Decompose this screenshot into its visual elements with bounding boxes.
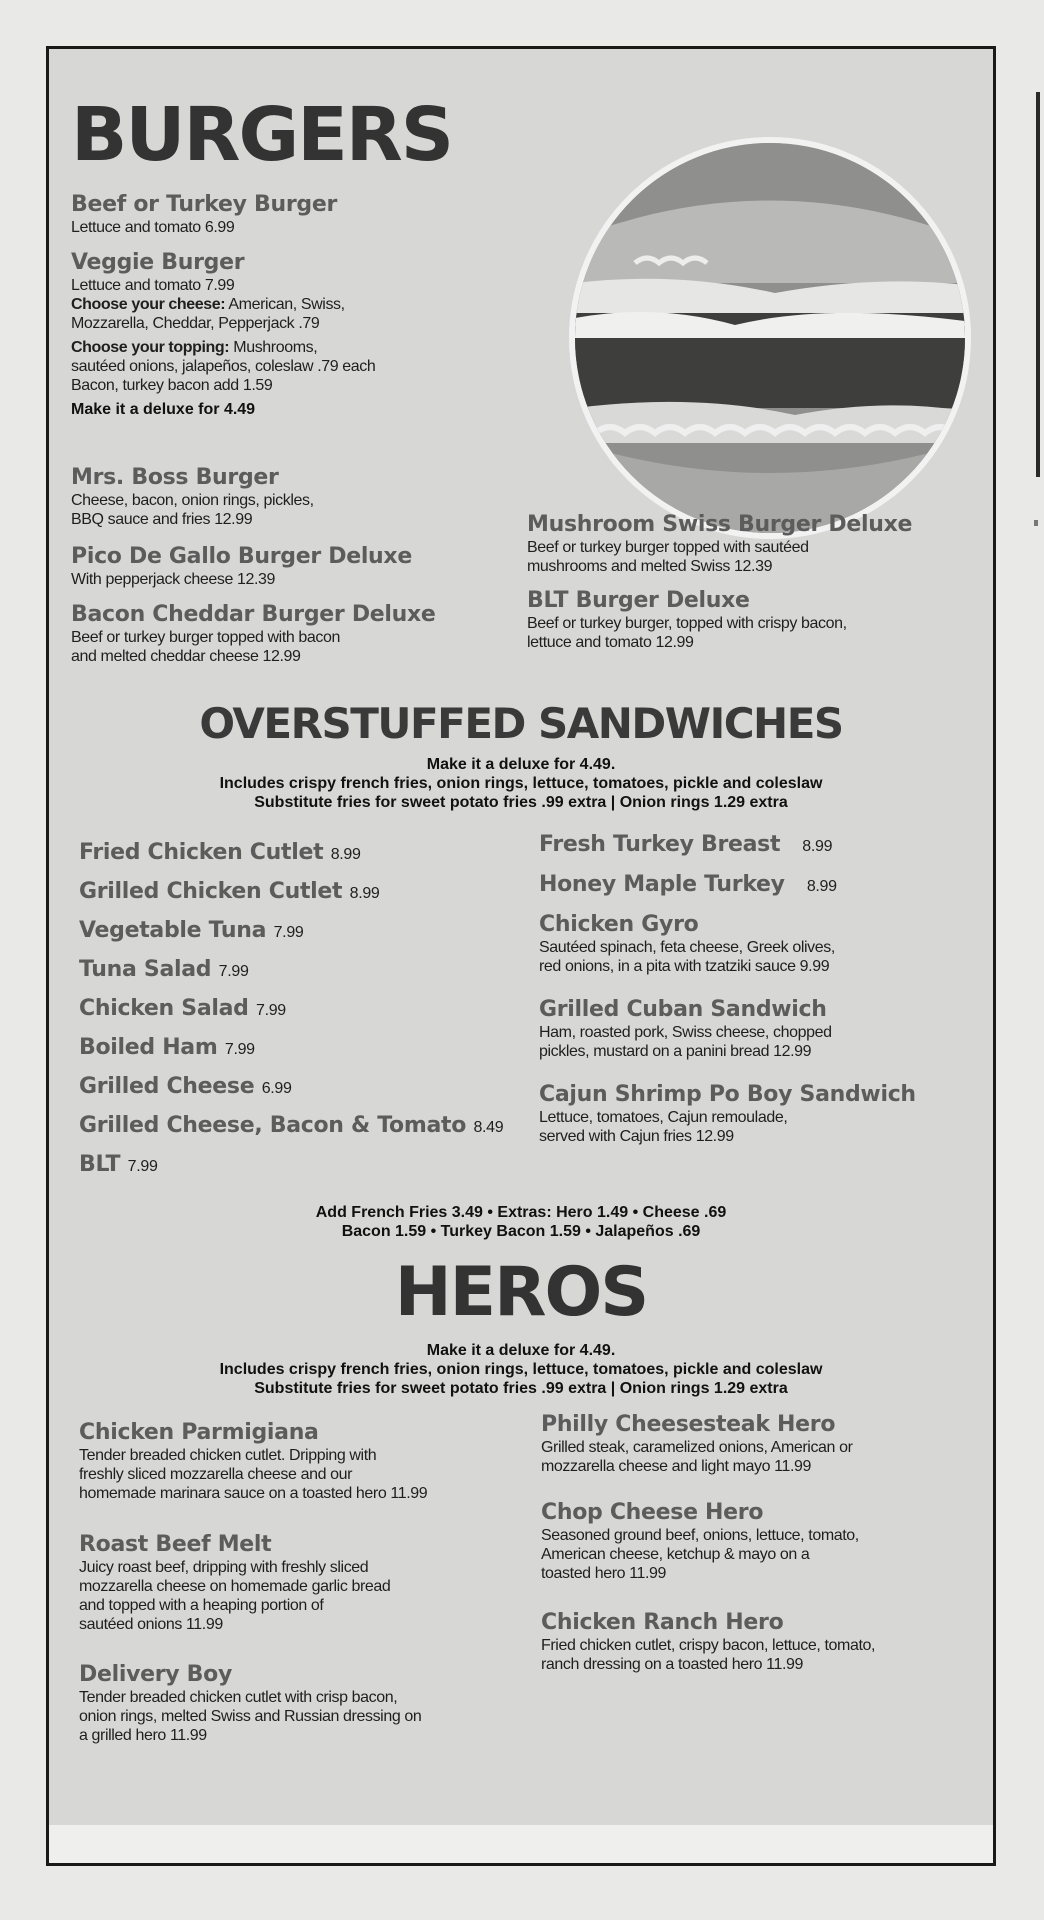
sandwich-item bbox=[79, 878, 519, 917]
item-name: Tuna Salad bbox=[79, 957, 212, 982]
adjacent-page-mark bbox=[1034, 520, 1038, 526]
sandwich-item bbox=[79, 995, 519, 1034]
item-name: Beef or Turkey Burger bbox=[71, 192, 338, 217]
item-name: Honey Maple Turkey bbox=[539, 872, 785, 897]
item-name: BLT Burger Deluxe bbox=[527, 588, 750, 613]
burger-item bbox=[527, 587, 977, 652]
item-desc-line2: red onions, in a pita with tzatziki sauce 9.99 bbox=[539, 958, 830, 975]
item-desc-line2: and melted cheddar cheese 12.99 bbox=[71, 648, 301, 665]
item-name: Chicken Gyro bbox=[539, 912, 699, 937]
hero-item bbox=[79, 1531, 529, 1661]
item-desc-line: Tender breaded chicken cutlet. Dripping with bbox=[79, 1447, 377, 1464]
item-desc: Beef or turkey burger, topped with crispy bacon, bbox=[527, 615, 847, 632]
topping-text: Mushrooms, bbox=[229, 339, 318, 356]
heros-heading: HEROS bbox=[394, 1253, 648, 1332]
hero-item bbox=[541, 1609, 981, 1674]
item-price: 7.99 bbox=[255, 1002, 286, 1019]
item-name: Fresh Turkey Breast bbox=[539, 832, 781, 857]
burger-illustration bbox=[575, 143, 965, 533]
item-name: Chicken Parmigiana bbox=[79, 1420, 319, 1445]
sandwich-item bbox=[539, 911, 979, 996]
sandwich-item bbox=[79, 1151, 519, 1190]
heros-right-list bbox=[541, 1411, 981, 1674]
item-price: 7.99 bbox=[273, 924, 304, 941]
item-desc: Lettuce and tomato 6.99 bbox=[71, 219, 235, 236]
item-name: BLT bbox=[79, 1152, 121, 1177]
item-name: Mushroom Swiss Burger Deluxe bbox=[527, 512, 913, 537]
item-name: Philly Cheesesteak Hero bbox=[541, 1412, 836, 1437]
menu-bottom-margin bbox=[49, 1825, 993, 1863]
item-desc: Lettuce, tomatoes, Cajun remoulade, bbox=[539, 1109, 788, 1126]
item-name: Cajun Shrimp Po Boy Sandwich bbox=[539, 1082, 916, 1107]
sandwich-item bbox=[79, 917, 519, 956]
cheese-label: Choose your cheese: bbox=[71, 296, 226, 313]
item-desc: With pepperjack cheese 12.39 bbox=[71, 571, 276, 588]
burgers-heading: BURGERS bbox=[71, 92, 453, 178]
burger-item bbox=[527, 511, 977, 576]
item-name: Chicken Salad bbox=[79, 996, 249, 1021]
item-name: Boiled Ham bbox=[79, 1035, 218, 1060]
deluxe-note: Make it a deluxe for 4.49 bbox=[71, 401, 256, 418]
item-desc-line: mozzarella cheese and light mayo 11.99 bbox=[541, 1458, 812, 1475]
topping-label: Choose your topping: bbox=[71, 339, 230, 356]
hero-item bbox=[79, 1419, 529, 1531]
item-name: Vegetable Tuna bbox=[79, 918, 267, 943]
item-desc: Beef or turkey burger topped with sautéed bbox=[527, 539, 809, 556]
sandwich-item bbox=[539, 871, 979, 911]
item-desc-line: mozzarella cheese on homemade garlic bread bbox=[79, 1578, 391, 1595]
item-desc: Cheese, bacon, onion rings, pickles, bbox=[71, 492, 314, 509]
item-desc: Beef or turkey burger topped with bacon bbox=[71, 629, 341, 646]
item-desc-line2: served with Cajun fries 12.99 bbox=[539, 1128, 734, 1145]
sandwiches-substitute-note: Substitute fries for sweet potato fries .99 extra | Onion rings 1.29 extra bbox=[254, 794, 788, 811]
item-desc-line: American cheese, ketchup & mayo on a bbox=[541, 1546, 810, 1563]
burger-item bbox=[71, 601, 551, 666]
sandwiches-includes-note: Includes crispy french fries, onion rings, lettuce, tomatoes, pickle and coleslaw bbox=[219, 775, 823, 792]
sandwiches-deluxe-note: Make it a deluxe for 4.49. bbox=[426, 756, 616, 773]
item-desc-line: Tender breaded chicken cutlet with crisp bacon, bbox=[79, 1689, 398, 1706]
adjacent-page-edge bbox=[1036, 92, 1040, 477]
sandwich-item bbox=[539, 831, 979, 871]
heros-includes-note: Includes crispy french fries, onion rings, lettuce, tomatoes, pickle and coleslaw bbox=[219, 1361, 823, 1378]
item-price: 8.49 bbox=[473, 1119, 504, 1136]
item-name: Grilled Cheese, Bacon & Tomato bbox=[79, 1113, 467, 1138]
item-desc-line: ranch dressing on a toasted hero 11.99 bbox=[541, 1656, 804, 1673]
item-desc-line: and topped with a heaping portion of bbox=[79, 1597, 324, 1614]
item-price: 7.99 bbox=[218, 963, 249, 980]
item-name: Grilled Chicken Cutlet bbox=[79, 879, 343, 904]
topping-options bbox=[71, 338, 551, 357]
item-price: 8.99 bbox=[330, 846, 361, 863]
sandwich-item bbox=[539, 996, 979, 1081]
item-desc-line: homemade marinara sauce on a toasted hero 11.99 bbox=[79, 1485, 428, 1502]
sandwiches-heading: OVERSTUFFED SANDWICHES bbox=[199, 699, 843, 748]
item-name: Roast Beef Melt bbox=[79, 1532, 272, 1557]
hero-item bbox=[79, 1661, 529, 1745]
item-desc-line: toasted hero 11.99 bbox=[541, 1565, 667, 1582]
sandwich-item bbox=[79, 1073, 519, 1112]
sandwich-item bbox=[539, 1081, 979, 1166]
sandwich-extras-line2: Bacon 1.59 • Turkey Bacon 1.59 • Jalapeños .69 bbox=[341, 1223, 701, 1240]
item-desc-line2: pickles, mustard on a panini bread 12.99 bbox=[539, 1043, 812, 1060]
cheese-text: American, Swiss, bbox=[225, 296, 345, 313]
heros-substitute-note: Substitute fries for sweet potato fries .99 extra | Onion rings 1.29 extra bbox=[254, 1380, 788, 1397]
sandwich-extras-line1: Add French Fries 3.49 • Extras: Hero 1.49 • Cheese .69 bbox=[315, 1204, 727, 1221]
burger-item bbox=[71, 249, 551, 419]
item-desc-line: Juicy roast beef, dripping with freshly sliced bbox=[79, 1559, 369, 1576]
item-desc: Lettuce and tomato 7.99 bbox=[71, 277, 235, 294]
item-price: 8.99 bbox=[349, 885, 380, 902]
item-name: Chop Cheese Hero bbox=[541, 1500, 764, 1525]
burger-photo bbox=[569, 137, 971, 539]
item-desc-line2: BBQ sauce and fries 12.99 bbox=[71, 511, 253, 528]
item-desc-line: a grilled hero 11.99 bbox=[79, 1727, 207, 1744]
item-name: Pico De Gallo Burger Deluxe bbox=[71, 544, 412, 569]
item-price: 8.99 bbox=[802, 838, 833, 855]
menu-page bbox=[46, 46, 996, 1866]
item-name: Grilled Cuban Sandwich bbox=[539, 997, 827, 1022]
item-price: 8.99 bbox=[806, 878, 837, 895]
item-desc-line: Fried chicken cutlet, crispy bacon, lettuce, tomato, bbox=[541, 1637, 876, 1654]
item-desc-line2: lettuce and tomato 12.99 bbox=[527, 634, 694, 651]
sandwich-item bbox=[79, 1034, 519, 1073]
item-desc-line: onion rings, melted Swiss and Russian dressing on bbox=[79, 1708, 422, 1725]
heros-deluxe-note: Make it a deluxe for 4.49. bbox=[426, 1342, 616, 1359]
topping-text-line3: Bacon, turkey bacon add 1.59 bbox=[71, 377, 273, 394]
heros-left-list bbox=[79, 1419, 529, 1745]
item-name: Delivery Boy bbox=[79, 1662, 232, 1687]
item-name: Mrs. Boss Burger bbox=[71, 465, 279, 490]
item-price: 7.99 bbox=[224, 1041, 255, 1058]
cheese-text-line2: Mozzarella, Cheddar, Pepperjack .79 bbox=[71, 315, 320, 332]
sandwich-item bbox=[79, 956, 519, 995]
sandwiches-left-list bbox=[79, 839, 519, 1190]
item-name: Grilled Cheese bbox=[79, 1074, 255, 1099]
item-desc-line: freshly sliced mozzarella cheese and our bbox=[79, 1466, 353, 1483]
hero-item bbox=[541, 1499, 981, 1609]
item-name: Fried Chicken Cutlet bbox=[79, 840, 324, 865]
sandwiches-right-list bbox=[539, 831, 979, 1166]
item-name: Chicken Ranch Hero bbox=[541, 1610, 784, 1635]
item-name: Bacon Cheddar Burger Deluxe bbox=[71, 602, 436, 627]
item-desc-line: sautéed onions 11.99 bbox=[79, 1616, 223, 1633]
burger-item bbox=[71, 464, 551, 529]
item-price: 7.99 bbox=[127, 1158, 158, 1175]
item-desc-line: Seasoned ground beef, onions, lettuce, tomato, bbox=[541, 1527, 859, 1544]
item-name: Veggie Burger bbox=[71, 250, 245, 275]
sandwich-item bbox=[79, 839, 519, 878]
item-desc: Sautéed spinach, feta cheese, Greek olives, bbox=[539, 939, 835, 956]
item-price: 6.99 bbox=[261, 1080, 292, 1097]
hero-item bbox=[541, 1411, 981, 1499]
sandwich-item bbox=[79, 1112, 519, 1151]
cheese-options bbox=[71, 295, 551, 314]
burger-item bbox=[71, 543, 551, 589]
burger-item bbox=[71, 191, 551, 237]
item-desc: Ham, roasted pork, Swiss cheese, chopped bbox=[539, 1024, 832, 1041]
item-desc-line2: mushrooms and melted Swiss 12.39 bbox=[527, 558, 773, 575]
item-desc-line: Grilled steak, caramelized onions, American or bbox=[541, 1439, 853, 1456]
topping-text-line2: sautéed onions, jalapeños, coleslaw .79 each bbox=[71, 358, 376, 375]
